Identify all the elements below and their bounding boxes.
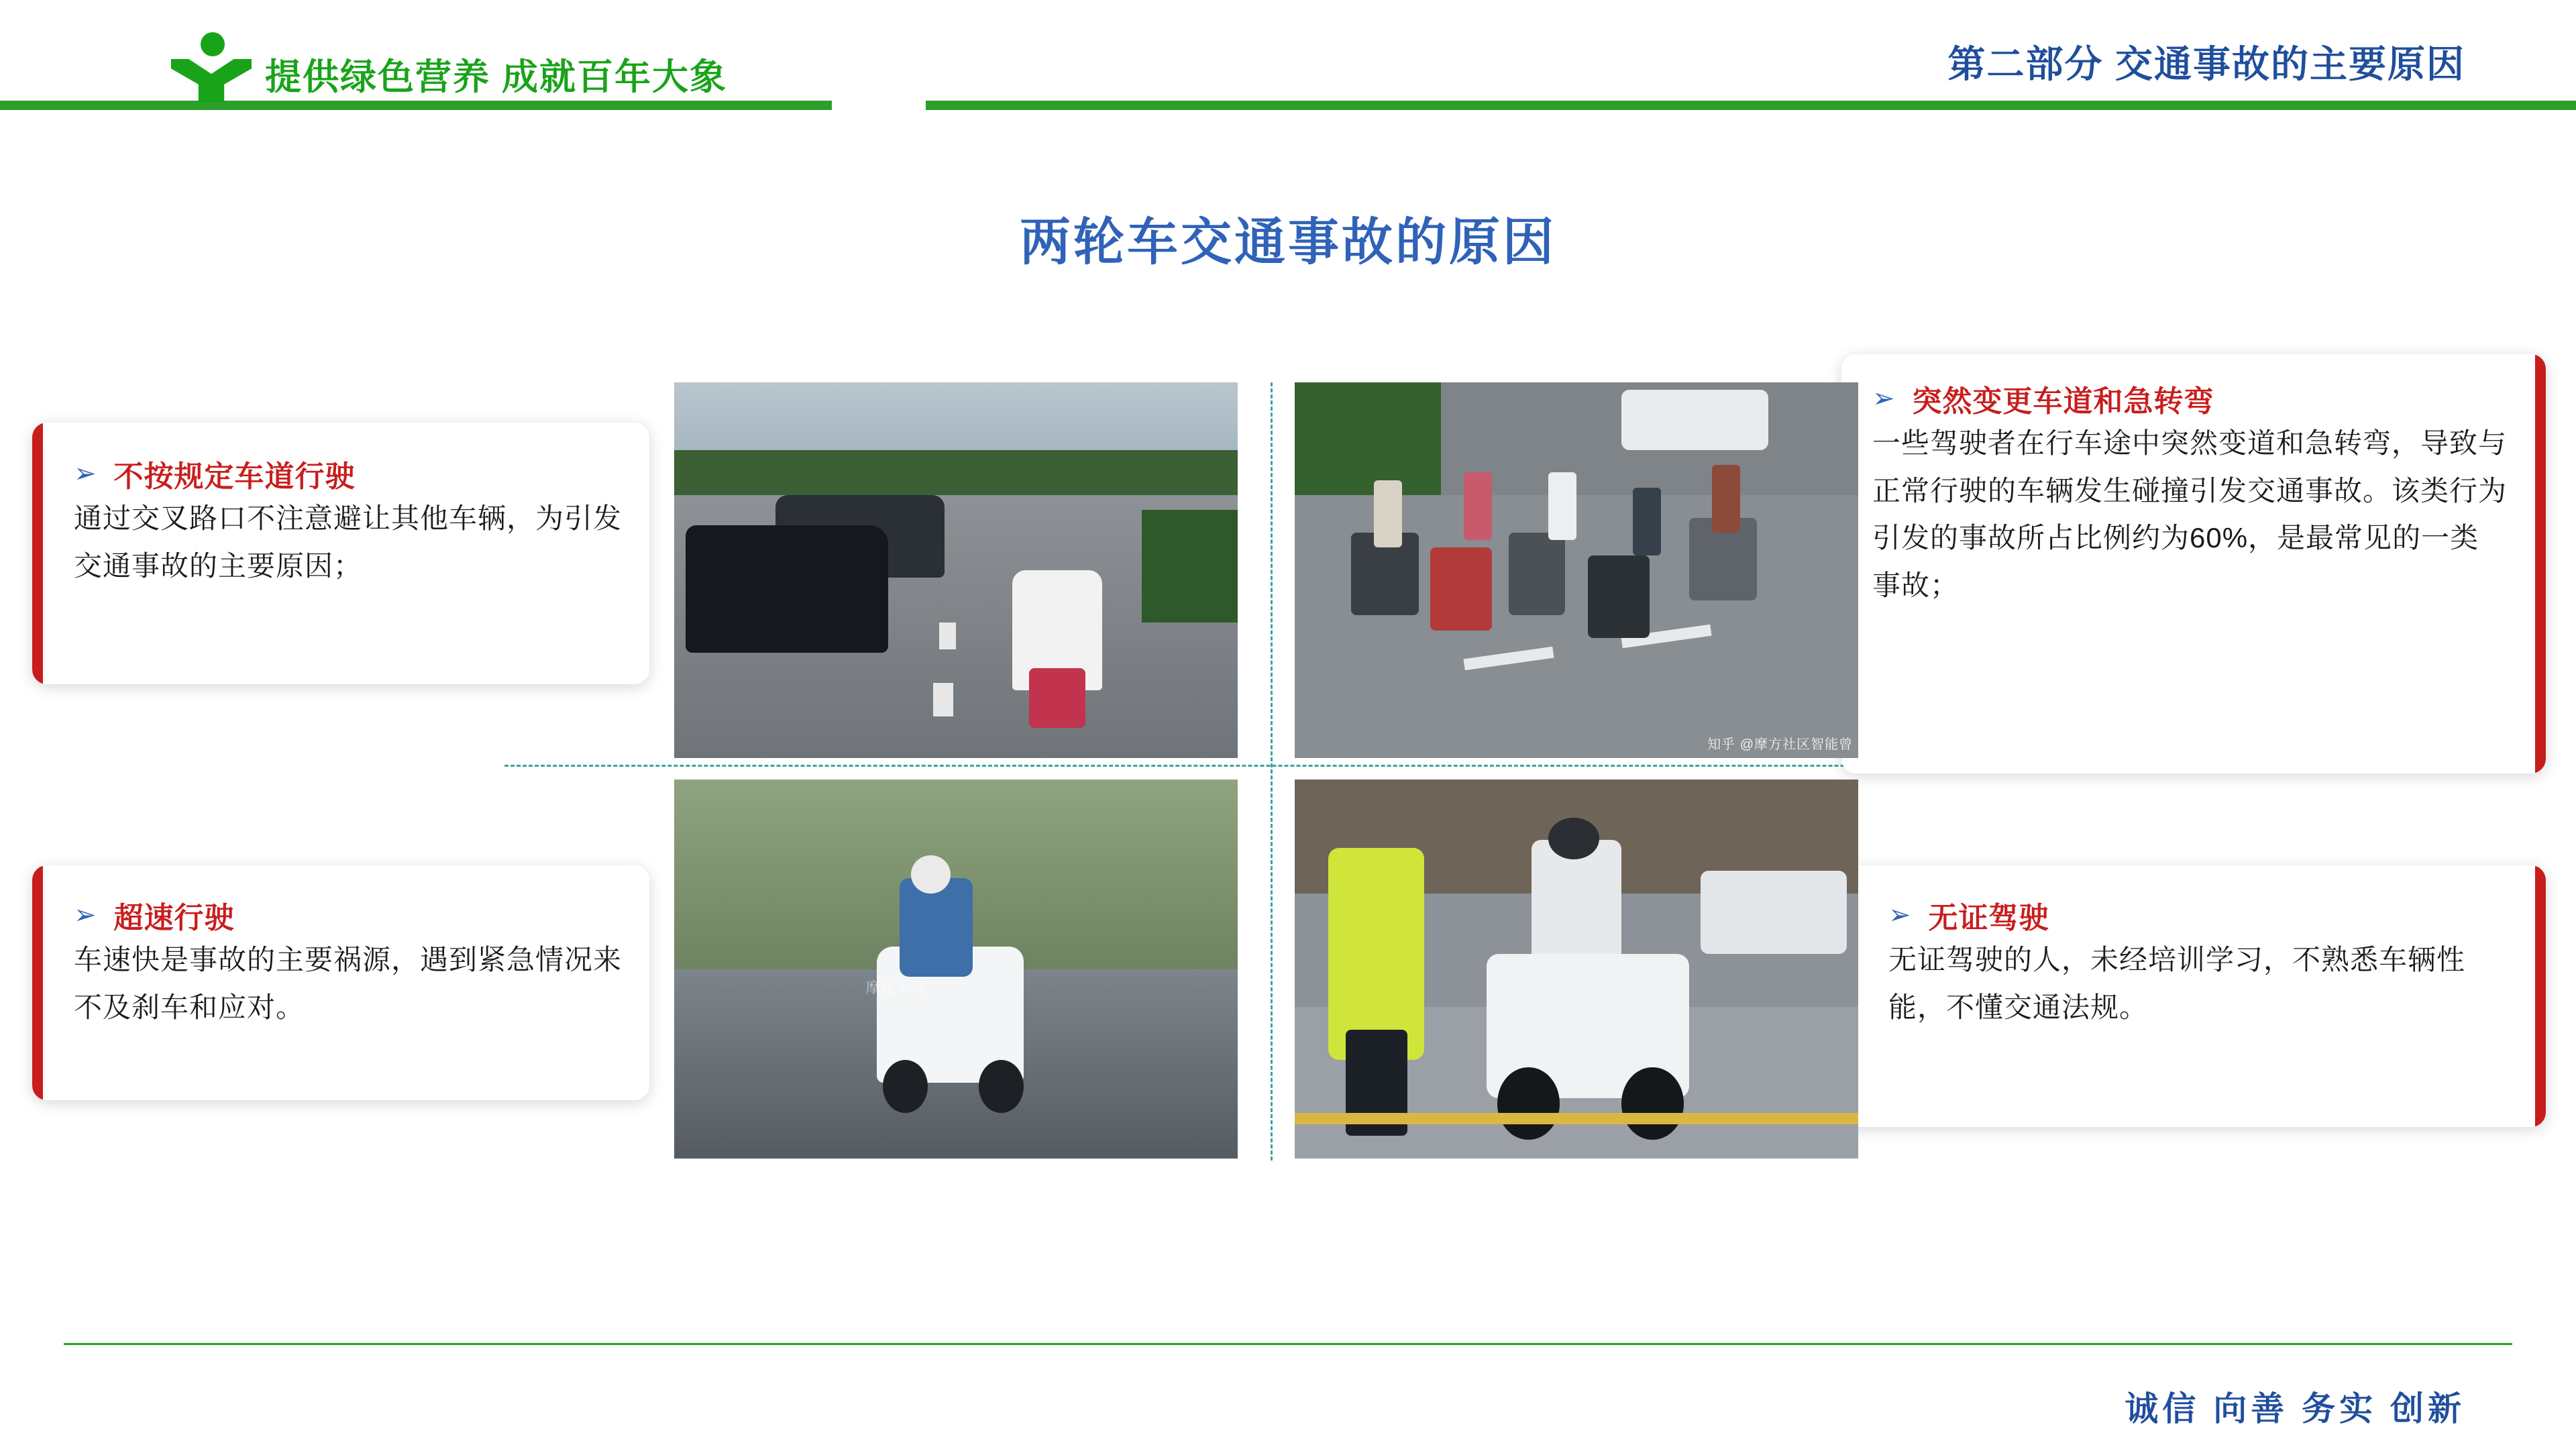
photo-rider-head	[1548, 818, 1599, 859]
card-title: 超速行驶	[113, 902, 235, 934]
photo-ebike-crowd-crossing	[1295, 382, 1858, 758]
slide-header	[0, 0, 2576, 134]
photo-police-officer	[1328, 848, 1424, 1060]
photo-scooter	[1029, 668, 1085, 729]
photo-speeding-scooter	[674, 780, 1238, 1159]
photo-white-car	[1701, 871, 1847, 954]
photo-wheel	[883, 1060, 928, 1113]
photo-white-car	[1621, 390, 1768, 450]
chevron-bullet-icon: ➢	[1888, 900, 1911, 930]
vertical-divider	[1271, 382, 1273, 1161]
photo-person	[1712, 465, 1740, 533]
photo-ebike	[1509, 533, 1565, 615]
photo-police-checking-rider	[1295, 780, 1858, 1159]
footer-green-rule	[64, 1343, 2512, 1345]
card-body-text: 车速快是事故的主要祸源，遇到紧急情况来不及刹车和应对。	[74, 944, 623, 1023]
photo-road-with-cars-and-scooter	[674, 382, 1238, 758]
chevron-bullet-icon: ➢	[74, 459, 97, 488]
photo-ebike	[1430, 547, 1492, 630]
photo-lane-dash	[933, 683, 953, 716]
card-speeding	[32, 865, 649, 1100]
photo-person	[1633, 488, 1661, 555]
card-body-text: 通过交叉路口不注意避让其他车辆，为引发交通事故的主要原因；	[74, 502, 623, 582]
photo-person	[1374, 480, 1402, 548]
photo-car-near	[686, 525, 888, 653]
photo-hedge	[1142, 510, 1238, 623]
card-title: 无证驾驶	[1928, 902, 2049, 934]
photo-helmet	[911, 855, 951, 894]
photo-person	[1548, 472, 1576, 540]
card-title: 突然变更车道和急转弯	[1912, 385, 2214, 418]
photo-wheel	[1621, 1067, 1683, 1139]
photo-wheel	[1497, 1067, 1559, 1139]
page-title: 两轮车交通事故的原因	[1020, 214, 1556, 271]
card-body-text: 无证驾驶的人，未经培训学习，不熟悉车辆性能，不懂交通法规。	[1888, 944, 2466, 1023]
footer-slogan: 诚信 向善 务实 创新	[2125, 1390, 2465, 1428]
photo-person	[1464, 472, 1492, 540]
photo-watermark: 摩托车网	[865, 979, 925, 996]
photo-yellow-line	[1295, 1113, 1858, 1124]
person-logo-icon	[171, 32, 252, 103]
logo-body-shape	[171, 59, 252, 103]
card-title: 不按规定车道行驶	[113, 460, 356, 493]
header-rule-gap	[832, 97, 926, 114]
card-sudden-lane-change	[1841, 354, 2546, 773]
photo-watermark: 知乎 @摩方社区智能曾	[1707, 737, 1853, 752]
chevron-bullet-icon: ➢	[74, 900, 97, 930]
logo-head-shape	[201, 32, 225, 56]
card-lane-violation	[32, 423, 649, 684]
header-green-rule	[0, 101, 2576, 110]
card-body-text: 一些驾驶者在行车途中突然变道和急转弯，导致与正常行驶的车辆发生碰撞引发交通事故。该类行为引发的事故所占比例约为60%，是最常见的一类事故；	[1872, 427, 2508, 601]
chevron-bullet-icon: ➢	[1872, 384, 1895, 413]
photo-lane-dash	[939, 623, 956, 649]
section-title: 第二部分 交通事故的主要原因	[1947, 43, 2465, 85]
photo-ebike	[1588, 555, 1650, 638]
card-unlicensed-driving	[1841, 865, 2546, 1127]
company-slogan: 提供绿色营养 成就百年大象	[265, 57, 728, 97]
horizontal-divider	[504, 765, 2074, 767]
photo-wheel	[979, 1060, 1024, 1113]
photo-greenery	[1295, 382, 1441, 495]
